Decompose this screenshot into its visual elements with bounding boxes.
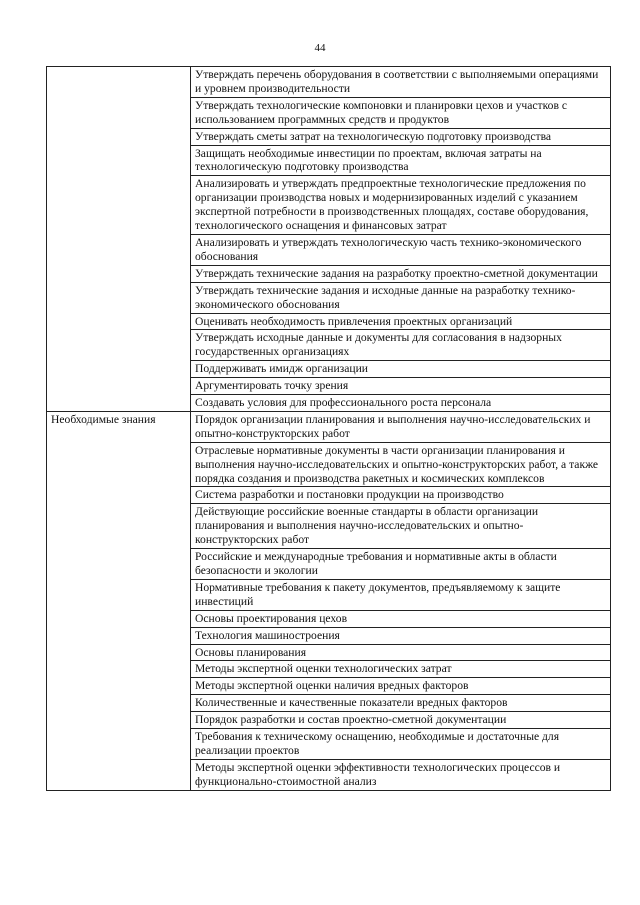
table-cell: Методы экспертной оценки наличия вредных факторов (191, 678, 611, 695)
section-label (47, 67, 191, 412)
table-cell: Технология машиностроения (191, 627, 611, 644)
table-cell: Защищать необходимые инвестиции по проектам, включая затраты на технологическую подготовку производства (191, 145, 611, 176)
table-cell: Создавать условия для профессионального роста персонала (191, 395, 611, 412)
table-cell: Анализировать и утверждать предпроектные технологические предложения по организации производства новых и модернизированных изделий с указанием экспертной потребности в производственных площадях, составе оборудования, технологического оснащения и финансовых затрат (191, 176, 611, 235)
table-cell: Количественные и качественные показатели вредных факторов (191, 695, 611, 712)
table-cell: Утверждать технические задания на разработку проектно-сметной документации (191, 265, 611, 282)
section-label: Необходимые знания (47, 411, 191, 790)
table-row (47, 411, 611, 442)
table-cell: Оценивать необходимость привлечения проектных организаций (191, 313, 611, 330)
competency-table (46, 66, 611, 791)
table-cell: Система разработки и постановки продукции на производство (191, 487, 611, 504)
table-cell: Основы планирования (191, 644, 611, 661)
table-row (47, 67, 611, 98)
table-cell: Отраслевые нормативные документы в части организации планирования и выполнения научно-исследовательских и опытно-конструкторских работ, а также порядка создания и производства ракетных и космических комплексов (191, 442, 611, 487)
table-cell: Порядок организации планирования и выполнения научно-исследовательских и опытно-конструкторских работ (191, 411, 611, 442)
table-cell: Анализировать и утверждать технологическую часть технико-экономического обоснования (191, 234, 611, 265)
table-cell: Утверждать технологические компоновки и планировки цехов и участков с использованием программных средств и продуктов (191, 97, 611, 128)
table-cell: Нормативные требования к пакету документов, предъявляемому к защите инвестиций (191, 579, 611, 610)
table-cell: Методы экспертной оценки эффективности технологических процессов и функционально-стоимостной анализ (191, 759, 611, 790)
table-cell: Утверждать технические задания и исходные данные на разработку технико-экономического обоснования (191, 282, 611, 313)
table-cell: Порядок разработки и состав проектно-сметной документации (191, 712, 611, 729)
table-cell: Утверждать сметы затрат на технологическую подготовку производства (191, 128, 611, 145)
page-number: 44 (314, 42, 326, 54)
table-cell: Российские и международные требования и нормативные акты в области безопасности и экологии (191, 549, 611, 580)
table-cell: Поддерживать имидж организации (191, 361, 611, 378)
table-cell: Основы проектирования цехов (191, 610, 611, 627)
table-cell: Действующие российские военные стандарты в области организации планирования и выполнения научно-исследовательских и опытно-конструкторских работ (191, 504, 611, 549)
table-cell: Утверждать перечень оборудования в соответствии с выполняемыми операциями и уровнем производительности (191, 67, 611, 98)
table-cell: Утверждать исходные данные и документы для согласования в надзорных государственных организациях (191, 330, 611, 361)
table-cell: Аргументировать точку зрения (191, 378, 611, 395)
table-cell: Требования к техническому оснащению, необходимые и достаточные для реализации проектов (191, 729, 611, 760)
table-cell: Методы экспертной оценки технологических затрат (191, 661, 611, 678)
